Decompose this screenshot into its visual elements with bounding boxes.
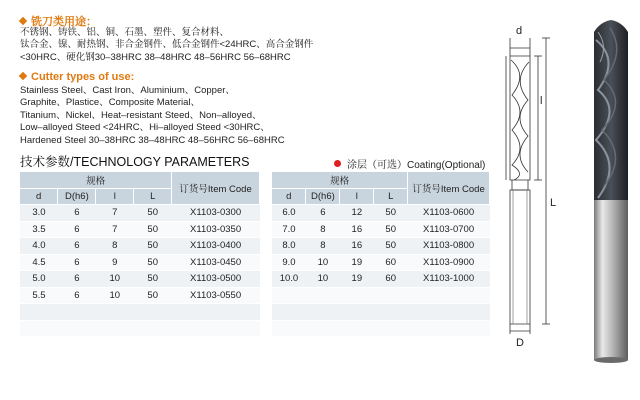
diamond-bullet-icon: [19, 17, 27, 25]
cell-item-code: [408, 320, 490, 337]
cell-dh6: 6: [58, 238, 96, 255]
col-L-header: L: [134, 188, 172, 205]
tech-params-title: 技术参数/TECHNOLOGY PARAMETERS: [20, 155, 250, 169]
table-row: [272, 221, 490, 238]
col-l-header: l: [340, 188, 374, 205]
cell-dh6: 8: [306, 221, 340, 238]
cell-dh6: 6: [58, 221, 96, 238]
table-row: [20, 271, 260, 288]
cell-dh6: 6: [58, 254, 96, 271]
cell-l: 7: [96, 205, 134, 222]
cell-item-code: X1103-0450: [172, 254, 260, 271]
end-mill-diagram: [500, 0, 640, 400]
cell-dh6: 6: [58, 287, 96, 304]
cell-item-code: [172, 304, 260, 321]
col-L-header: L: [374, 188, 408, 205]
table-row: [20, 238, 260, 255]
cell-dh6: 8: [306, 238, 340, 255]
diamond-bullet-icon: [19, 72, 27, 80]
cell-dh6: 6: [306, 205, 340, 222]
cell-l: [96, 304, 134, 321]
table-row: [20, 304, 260, 321]
en-use-list: [20, 85, 285, 147]
label-D: D: [516, 337, 524, 349]
end-mill-photo: [594, 20, 628, 363]
cell-d: 9.0: [272, 254, 306, 271]
table-row: [20, 287, 260, 304]
cell-l: [340, 304, 374, 321]
table-row: [272, 287, 490, 304]
cell-dh6: 10: [306, 254, 340, 271]
cell-item-code: X1103-0800: [408, 238, 490, 255]
cell-L: [134, 304, 172, 321]
cell-L: [374, 304, 408, 321]
col-d-header: d: [20, 188, 58, 205]
cell-dh6: [306, 287, 340, 304]
cell-d: 5.0: [20, 271, 58, 288]
cell-d: [272, 320, 306, 337]
cell-l: 12: [340, 205, 374, 222]
cell-L: [374, 320, 408, 337]
cell-l: [96, 320, 134, 337]
cell-item-code: X1103-0900: [408, 254, 490, 271]
cell-d: 3.0: [20, 205, 58, 222]
cell-item-code: X1103-0300: [172, 205, 260, 222]
cell-L: [134, 320, 172, 337]
cell-dh6: [306, 304, 340, 321]
table-row: [272, 304, 490, 321]
cell-L: 50: [134, 271, 172, 288]
cn-use-line: <30HRC、硬化钢30–38HRC 38–48HRC 48–56HRC 56–68HRC: [20, 51, 291, 63]
cell-d: [20, 320, 58, 337]
cell-d: 6.0: [272, 205, 306, 222]
cell-item-code: X1103-0600: [408, 205, 490, 222]
cell-L: 50: [134, 287, 172, 304]
table-row: [272, 238, 490, 255]
cn-use-list: [20, 27, 313, 64]
item-code-header: 订货号Item Code: [172, 172, 260, 205]
cell-L: 50: [134, 205, 172, 222]
cell-l: 10: [96, 271, 134, 288]
en-use-line: Titanium、Nickel、Heat–resistant Steed、Non–alloyed、: [20, 109, 262, 121]
cell-l: 10: [96, 287, 134, 304]
cell-item-code: X1103-0550: [172, 287, 260, 304]
cell-item-code: [408, 304, 490, 321]
cn-use-line: 不锈钢、铸铁、铝、铜、石墨、塑件、复合材料、: [20, 27, 230, 38]
spec-table-left: [20, 172, 260, 337]
cell-item-code: X1103-0400: [172, 238, 260, 255]
cell-L: 60: [374, 254, 408, 271]
table-row: [272, 320, 490, 337]
label-L: L: [550, 197, 557, 209]
en-use-line: Hardened Steel 30–38HRC 38–48HRC 48–56HRC 56–68HRC: [20, 134, 285, 146]
en-use-line: Stainless Steel、Cast Iron、Aluminium、Copper、: [20, 85, 235, 96]
cell-L: 50: [134, 221, 172, 238]
table-row: [20, 205, 260, 222]
label-l: l: [540, 95, 543, 107]
cell-d: 4.0: [20, 238, 58, 255]
cell-dh6: [58, 304, 96, 321]
cell-l: [340, 287, 374, 304]
en-use-line: Graphite、Plastice、Composite Material、: [20, 97, 201, 109]
cell-L: 60: [374, 271, 408, 288]
coating-note: 涂层（可选）Coating(Optional): [334, 156, 485, 171]
red-dot-icon: [334, 160, 341, 167]
col-l-header: l: [96, 188, 134, 205]
cell-d: 4.5: [20, 254, 58, 271]
cell-item-code: X1103-0500: [172, 271, 260, 288]
spec-table-right: [272, 172, 490, 337]
spec-group-header: 规格: [20, 172, 172, 188]
cn-use-line: 钛合金、镍、耐热钢、非合金钢件、低合金钢件<24HRC、高合金钢件: [20, 39, 314, 51]
label-d: d: [515, 25, 523, 37]
cell-L: 50: [134, 238, 172, 255]
cell-item-code: X1103-0700: [408, 221, 490, 238]
cell-L: 50: [374, 238, 408, 255]
cell-L: 50: [374, 221, 408, 238]
cell-dh6: 10: [306, 271, 340, 288]
table-row: [20, 221, 260, 238]
cell-item-code: [172, 320, 260, 337]
cell-d: 10.0: [272, 271, 306, 288]
cell-d: 7.0: [272, 221, 306, 238]
col-dh6-header: D(h6): [58, 188, 96, 205]
cell-l: 7: [96, 221, 134, 238]
line-drawing: [506, 38, 550, 334]
table-row: [272, 205, 490, 222]
cell-l: 8: [96, 238, 134, 255]
cell-d: [272, 287, 306, 304]
cell-dh6: 6: [58, 271, 96, 288]
cell-dh6: 6: [58, 205, 96, 222]
cell-d: [272, 304, 306, 321]
cell-L: 50: [134, 254, 172, 271]
cell-l: [340, 320, 374, 337]
cell-l: 9: [96, 254, 134, 271]
cell-L: [374, 287, 408, 304]
table-row: [272, 271, 490, 288]
col-d-header: d: [272, 188, 306, 205]
en-use-line: Low–alloyed Steed <24HRC、Hi–alloyed Steed <30HRC、: [20, 122, 270, 134]
col-dh6-header: D(h6): [306, 188, 340, 205]
cell-l: 16: [340, 238, 374, 255]
cell-d: [20, 304, 58, 321]
cell-dh6: [306, 320, 340, 337]
cn-use-title: 铣刀类用途：: [20, 13, 97, 29]
table-row: [20, 254, 260, 271]
cell-dh6: [58, 320, 96, 337]
cell-d: 8.0: [272, 238, 306, 255]
table-row: [272, 254, 490, 271]
cell-l: 19: [340, 271, 374, 288]
cell-item-code: [408, 287, 490, 304]
cell-item-code: X1103-0350: [172, 221, 260, 238]
cell-d: 5.5: [20, 287, 58, 304]
cell-item-code: X1103-1000: [408, 271, 490, 288]
item-code-header: 订货号Item Code: [408, 172, 490, 205]
table-row: [20, 320, 260, 337]
cell-d: 3.5: [20, 221, 58, 238]
cell-L: 50: [374, 205, 408, 222]
en-use-title: Cutter types of use:: [20, 71, 134, 83]
cell-l: 19: [340, 254, 374, 271]
spec-group-header: 规格: [272, 172, 408, 188]
cell-l: 16: [340, 221, 374, 238]
